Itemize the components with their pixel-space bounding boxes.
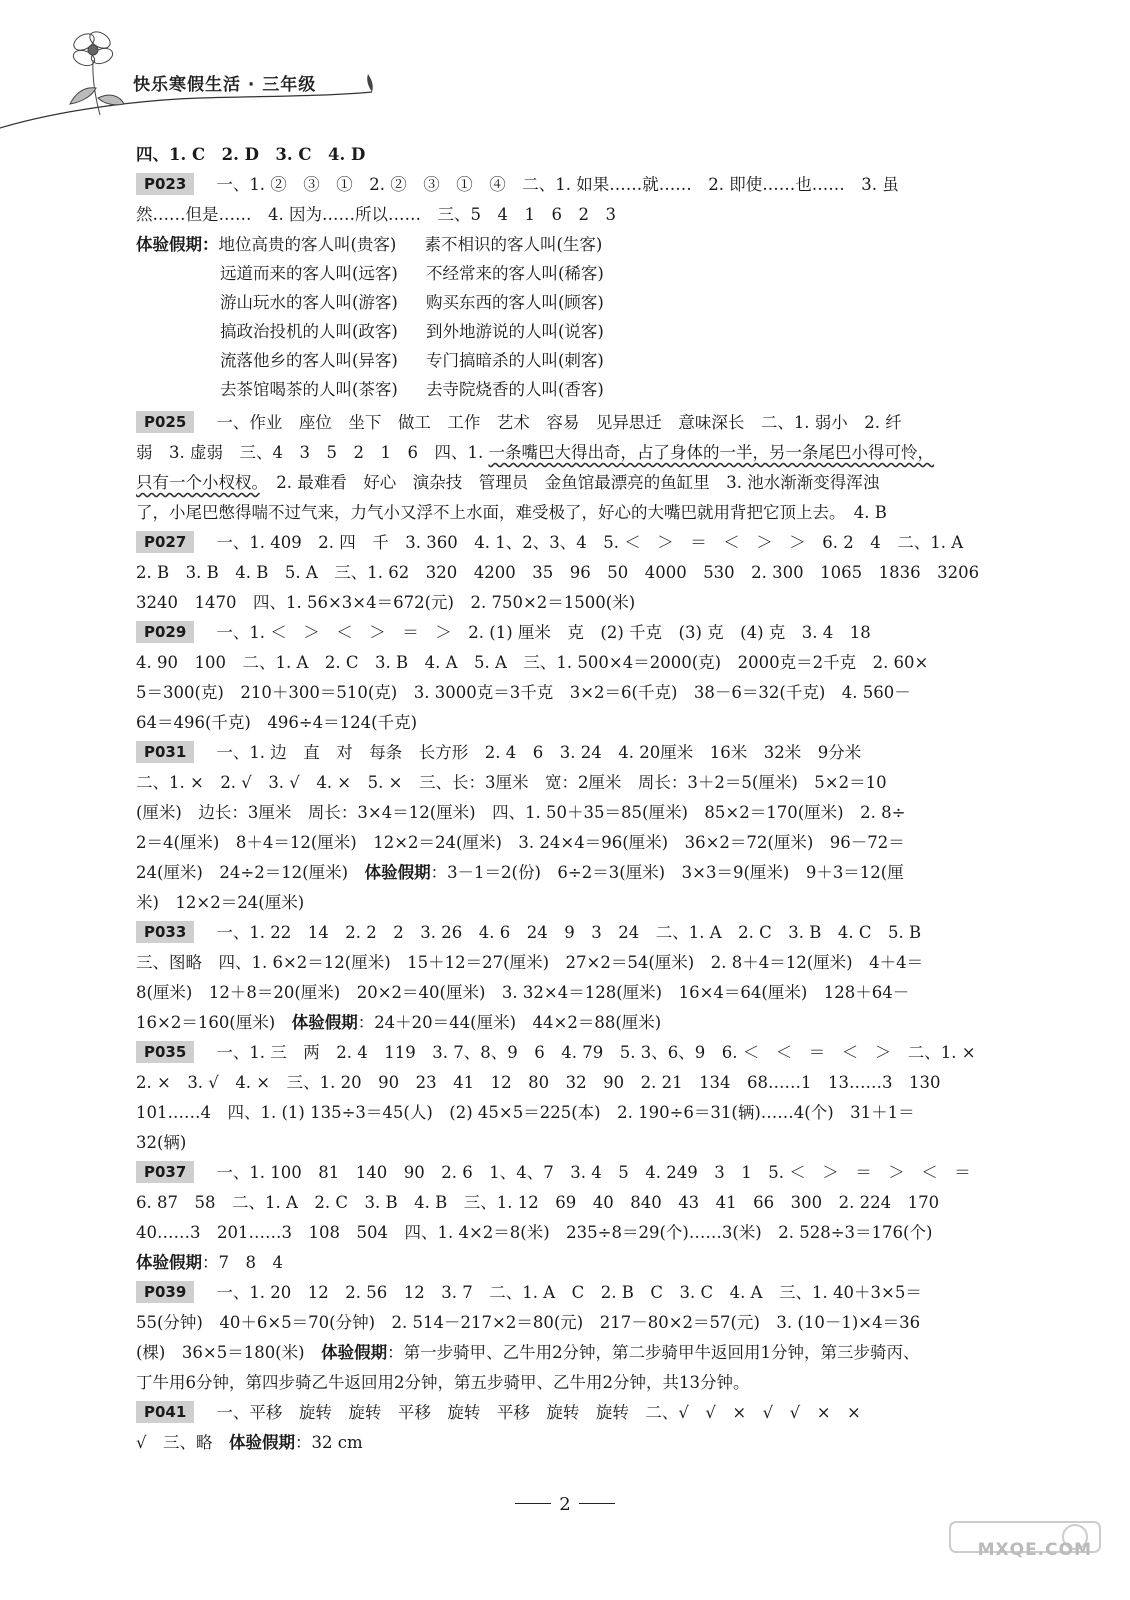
answer-line: P023 一、1. ② ③ ① 2. ② ③ ① ④ 二、1. 如果……就…… 2. 即使……也…… 3. 虽 (136, 170, 994, 200)
page-number: 2 (0, 1494, 1130, 1515)
page-label: P025 (136, 411, 194, 433)
answer-line: 2. B 3. B 4. B 5. A 三、1. 62 320 4200 35 96 50 4000 530 2. 300 1065 1836 3206 (136, 563, 980, 582)
answer-line: 只有一个小杈杈。 2. 最难看 好心 演杂技 管理员 金鱼馆最漂亮的鱼缸里 3. 池水渐渐变得浑浊 (136, 473, 880, 492)
answer-line: P031 一、1. 边 直 对 每条 长方形 2. 4 6 3. 24 4. 20厘米 16米 32米 9分米 (136, 738, 994, 768)
answer-line: P039 一、1. 20 12 2. 56 12 3. 7 二、1. A C 2. B C 3. C 4. A 三、1. 40＋3×5＝ (136, 1278, 994, 1308)
answer-line: 32(辆) (136, 1133, 187, 1152)
answer-line: P035 一、1. 三 两 2. 4 119 3. 7、8、9 6 4. 79 5. 3、6、9 6. ＜ ＜ ＝ ＜ ＞ 二、1. × (136, 1038, 994, 1068)
answer-content (136, 140, 994, 1458)
page-label: P027 (136, 531, 194, 553)
answer-line: 40……3 201……3 108 504 四、1. 4×2＝8(米) 235÷8＝29(个)……3(米) 2. 528÷3＝176(个) (136, 1223, 933, 1242)
answer-line: 四、1. C 2. D 3. C 4. D (136, 145, 366, 164)
table-row: 去茶馆喝茶的人叫(茶客) 去寺院烧香的人叫(香客) (220, 380, 604, 399)
page-label: P037 (136, 1161, 194, 1183)
answer-line: (棵) 36×5＝180(米) 体验假期：第一步骑甲、乙牛用2分钟，第二步骑甲牛返回用1分钟，第三步骑丙、 (136, 1343, 920, 1362)
answer-line: 二、1. × 2. √ 3. √ 4. × 5. × 三、长：3厘米 宽：2厘米 周长：3＋2＝5(厘米) 5×2＝10 (136, 773, 887, 792)
answer-line: 64＝496(千克) 496÷4＝124(千克) (136, 713, 418, 732)
watermark-text: MXQE.COM (977, 1540, 1092, 1560)
answer-line: P041 一、平移 旋转 旋转 平移 旋转 平移 旋转 旋转 二、√ √ × √ √ × × (136, 1398, 994, 1428)
answer-line: 丁牛用6分钟，第四步骑乙牛返回用2分钟，第五步骑甲、乙牛用2分钟，共13分钟。 (136, 1373, 750, 1392)
page-label: P031 (136, 741, 194, 763)
answer-line: P027 一、1. 409 2. 四 千 3. 360 4. 1、2、3、4 5. ＜ ＞ ＝ ＜ ＞ ＞ 6. 2 4 二、1. A (136, 528, 994, 558)
table-row: 体验假期：地位高贵的客人叫(贵客) 素不相识的客人叫(生客) (136, 235, 603, 254)
answer-line: √ 三、略 体验假期：32 cm (136, 1433, 363, 1452)
answer-line: 24(厘米) 24÷2＝12(厘米) 体验假期：3－1＝2(份) 6÷2＝3(厘米) 3×3＝9(厘米) 9＋3＝12(厘 (136, 863, 904, 882)
answer-line: 体验假期：7 8 4 (136, 1253, 283, 1272)
table-row: 搞政治投机的人叫(政客) 到外地游说的人叫(说客) (220, 322, 604, 341)
answer-line: P029 一、1. ＜ ＞ ＜ ＞ ＝ ＞ 2. (1) 厘米 克 (2) 千克 (3) 克 (4) 克 3. 4 18 (136, 618, 994, 648)
answer-line: 101……4 四、1. (1) 135÷3＝45(人) (2) 45×5＝225(本) 2. 190÷6＝31(辆)……4(个) 31＋1＝ (136, 1103, 915, 1122)
page-label: P033 (136, 921, 194, 943)
answer-line: 然……但是…… 4. 因为……所以…… 三、5 4 1 6 2 3 (136, 205, 616, 224)
answer-line: 了，小尾巴憋得喘不过气来，力气小又浮不上水面，难受极了，好心的大嘴巴就用背把它顶上去。 4. B (136, 503, 887, 522)
answer-line: 5＝300(克) 210＋300＝510(克) 3. 3000克＝3千克 3×2＝6(千克) 38－6＝32(千克) 4. 560－ (136, 683, 911, 702)
page-label: P041 (136, 1401, 194, 1423)
answer-line: 2. × 3. √ 4. × 三、1. 20 90 23 41 12 80 32 90 2. 21 134 68……1 13……3 130 (136, 1073, 941, 1092)
answer-line: 55(分钟) 40＋6×5＝70(分钟) 2. 514－217×2＝80(元) 217－80×2＝57(元) 3. (10－1)×4＝36 (136, 1313, 921, 1332)
answer-line: (厘米) 边长：3厘米 周长：3×4＝12(厘米) 四、1. 50＋35＝85(厘米) 85×2＝170(厘米) 2. 8÷ (136, 803, 906, 822)
page-header (0, 0, 1130, 130)
page-label: P035 (136, 1041, 194, 1063)
answer-line: 2＝4(厘米) 8＋4＝12(厘米) 12×2＝24(厘米) 3. 24×4＝96(厘米) 36×2＝72(厘米) 96－72＝ (136, 833, 905, 852)
answer-line: 三、图略 四、1. 6×2＝12(厘米) 15＋12＝27(厘米) 27×2＝54(厘米) 2. 8＋4＝12(厘米) 4＋4＝ (136, 953, 924, 972)
page-label: P023 (136, 173, 194, 195)
answer-line: 弱 3. 虚弱 三、4 3 5 2 1 6 四、1. 一条嘴巴大得出奇，占了身体的一半，另一条尾巴小得可怜， (136, 443, 934, 462)
answer-line: P037 一、1. 100 81 140 90 2. 6 1、4、7 3. 4 5 4. 249 3 1 5. ＜ ＞ ＝ ＞ ＜ ＝ (136, 1158, 994, 1188)
flower-decoration-icon (0, 0, 420, 130)
watermark-logo (940, 1518, 1110, 1578)
book-title: 快乐寒假生活 · 三年级 (133, 75, 317, 95)
answer-line: 3240 1470 四、1. 56×3×4＝672(元) 2. 750×2＝1500(米) (136, 593, 636, 612)
table-row: 远道而来的客人叫(远客) 不经常来的客人叫(稀客) (220, 264, 604, 283)
answer-line: P025 一、作业 座位 坐下 做工 工作 艺术 容易 见异思迁 意味深长 二、1. 弱小 2. 纤 (136, 408, 994, 438)
answer-line: P033 一、1. 22 14 2. 2 2 3. 26 4. 6 24 9 3 24 二、1. A 2. C 3. B 4. C 5. B (136, 918, 994, 948)
answer-line: 16×2＝160(厘米) 体验假期：24＋20＝44(厘米) 44×2＝88(厘米) (136, 1013, 662, 1032)
table-row: 游山玩水的客人叫(游客) 购买东西的客人叫(顾客) (220, 293, 604, 312)
answer-line: 4. 90 100 二、1. A 2. C 3. B 4. A 5. A 三、1. 500×4＝2000(克) 2000克＝2千克 2. 60× (136, 653, 929, 672)
page-label: P029 (136, 621, 194, 643)
page-label: P039 (136, 1281, 194, 1303)
answer-line: 8(厘米) 12＋8＝20(厘米) 20×2＝40(厘米) 3. 32×4＝128(厘米) 16×4＝64(厘米) 128＋64－ (136, 983, 910, 1002)
answer-line: 米) 12×2＝24(厘米) (136, 893, 305, 912)
table-row: 流落他乡的客人叫(异客) 专门搞暗杀的人叫(刺客) (220, 351, 604, 370)
answer-line: 6. 87 58 二、1. A 2. C 3. B 4. B 三、1. 12 69 40 840 43 41 66 300 2. 224 170 (136, 1193, 940, 1212)
